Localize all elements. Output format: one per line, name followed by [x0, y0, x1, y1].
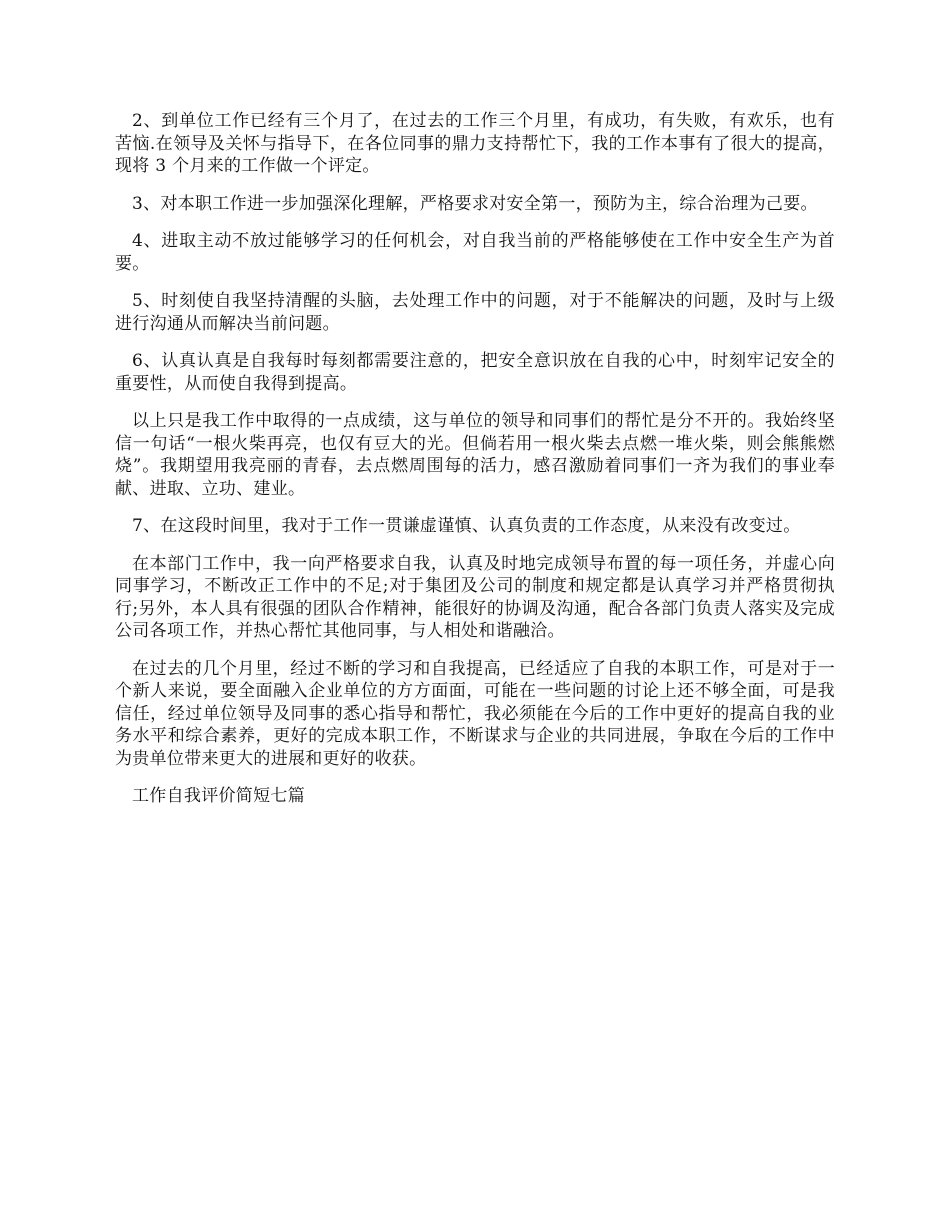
paragraph-item-2: 2、到单位工作已经有三个月了，在过去的工作三个月里，有成功，有失败，有欢乐，也有苦恼.在领导及关怀与指导下，在各位同事的鼎力支持帮忙下，我的工作本事有了很大的提高，现将 3 个月来的工作做一个评定。: [115, 111, 835, 176]
paragraph-item-4: 4、进取主动不放过能够学习的任何机会，对自我当前的严格能够使在工作中安全生产为首要。: [115, 231, 835, 274]
paragraph-summary: 以上只是我工作中取得的一点成绩，这与单位的领导和同事们的帮忙是分不开的。我始终坚信一句话“一根火柴再亮，也仅有豆大的光。但倘若用一根火柴去点燃一堆火柴，则会熊熊燃烧”。我期望用我亮丽的青春，去点燃周围每的活力，感召激励着同事们一齐为我们的事业奉献、进取、立功、建业。: [115, 411, 835, 499]
paragraph-item-7: 7、在这段时间里，我对于工作一贯谦虚谨慎、认真负责的工作态度，从来没有改变过。: [132, 516, 801, 536]
document-page: [115, 110, 835, 823]
paragraph-item-5: 5、时刻使自我坚持清醒的头脑，去处理工作中的问题，对于不能解决的问题，及时与上级进行沟通从而解决当前问题。: [115, 291, 835, 334]
paragraph-department-work: 在本部门工作中，我一向严格要求自我，认真及时地完成领导布置的每一项任务，并虚心向同事学习，不断改正工作中的不足;对于集团及公司的制度和规定都是认真学习并严格贯彻执行;另外，本人具有很强的团队合作精神，能很好的协调及沟通，配合各部门负责人落实及完成公司各项工作，并热心帮忙其他同事，与人相处和谐融洽。: [115, 553, 835, 641]
paragraph-item-6: 6、认真认真是自我每时每刻都需要注意的，把安全意识放在自我的心中，时刻牢记安全的重要性，从而使自我得到提高。: [115, 351, 835, 394]
paragraph-past-months: 在过去的几个月里，经过不断的学习和自我提高，已经适应了自我的本职工作，可是对于一个新人来说，要全面融入企业单位的方方面面，可能在一些问题的讨论上还不够全面，可是我信任，经过单位领导及同事的悉心指导和帮忙，我必须能在今后的工作中更好的提高自我的业务水平和综合素养，更好的完成本职工作，不断谋求与企业的共同进展，争取在今后的工作中为贵单位带来更大的进展和更好的收获。: [115, 658, 835, 769]
paragraph-item-3: 3、对本职工作进一步加强深化理解，严格要求对安全第一，预防为主，综合治理为己要。: [132, 193, 818, 214]
section-heading: 工作自我评价简短七篇: [132, 786, 305, 806]
